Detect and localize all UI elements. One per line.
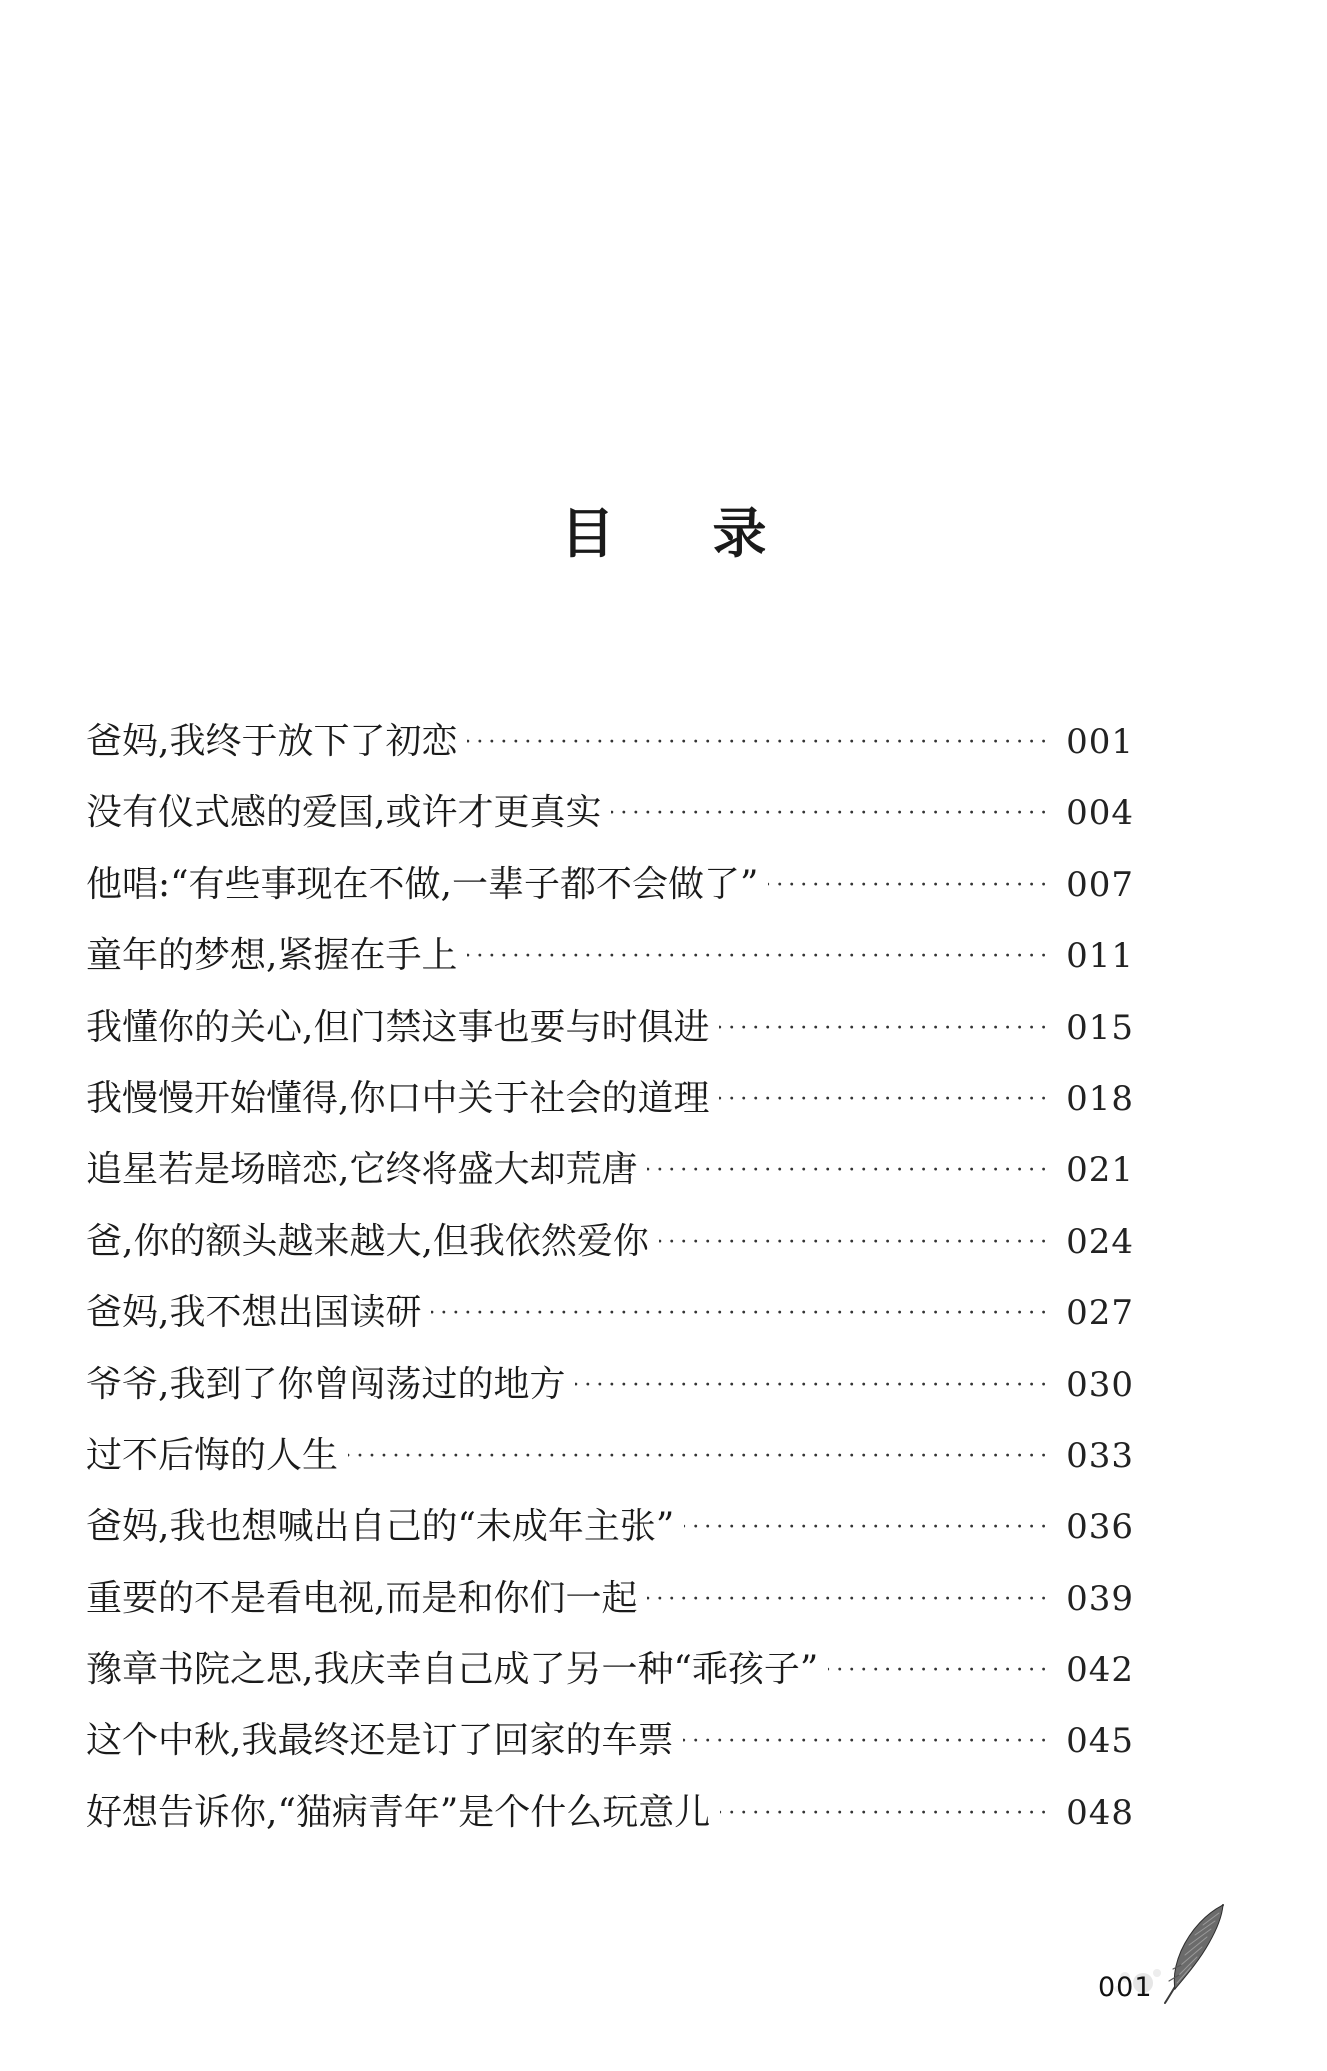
toc-entry-page: 039 — [1066, 1578, 1134, 1619]
toc-dot-leader — [828, 1635, 1052, 1706]
toc-entry[interactable] — [86, 706, 1134, 777]
toc-entry[interactable] — [86, 1563, 1134, 1634]
toc-dot-leader — [575, 1350, 1052, 1421]
toc-entry-title: 我慢慢开始懂得,你口中关于社会的道理 — [86, 1077, 710, 1119]
toc-entry[interactable] — [86, 1634, 1134, 1705]
toc-dot-leader — [683, 1706, 1052, 1777]
toc-entry[interactable] — [86, 777, 1134, 848]
toc-entry-page: 001 — [1066, 722, 1134, 762]
toc-entry-title: 爸妈,我不想出国读研 — [86, 1292, 422, 1334]
toc-entry-page: 045 — [1066, 1721, 1134, 1762]
toc-heading-char-2: 录 — [712, 502, 767, 566]
toc-entry-page: 036 — [1066, 1507, 1134, 1548]
toc-entry-page: 030 — [1066, 1364, 1134, 1405]
toc-entry[interactable] — [86, 1491, 1134, 1562]
toc-entry-page: 027 — [1066, 1293, 1134, 1334]
page-number: 001 — [1098, 1972, 1153, 2003]
toc-entry-title: 豫章书院之思,我庆幸自己成了另一种“乖孩子” — [86, 1649, 819, 1691]
toc-entry-page: 021 — [1066, 1150, 1134, 1191]
toc-entry-page: 042 — [1066, 1650, 1134, 1691]
toc-dot-leader — [647, 1135, 1052, 1206]
toc-entry[interactable] — [86, 1777, 1134, 1848]
toc-heading-char-1: 目 — [560, 502, 615, 566]
toc-dot-leader — [719, 993, 1052, 1064]
toc-entry-title: 他唱:“有些事现在不做,一辈子都不会做了” — [86, 863, 759, 905]
toc-entry-title: 重要的不是看电视,而是和你们一起 — [86, 1577, 638, 1619]
toc-dot-leader — [467, 707, 1052, 778]
toc-dot-leader — [659, 1207, 1052, 1278]
toc-entry[interactable] — [86, 1063, 1134, 1134]
toc-entry-title: 好想告诉你,“猫病青年”是个什么玩意儿 — [86, 1791, 711, 1833]
toc-entry[interactable] — [86, 1705, 1134, 1776]
toc-entry[interactable] — [86, 1206, 1134, 1277]
toc-entry-title: 我懂你的关心,但门禁这事也要与时俱进 — [86, 1006, 710, 1048]
toc-entry[interactable] — [86, 1349, 1134, 1420]
toc-entry-title: 爸,你的额头越来越大,但我依然爱你 — [86, 1220, 649, 1262]
toc-dot-leader — [719, 1064, 1052, 1135]
toc-dot-leader — [348, 1421, 1052, 1492]
toc-entry-page: 011 — [1066, 936, 1134, 977]
toc-entry[interactable] — [86, 1420, 1134, 1491]
toc-entry-title: 爸妈,我也想喊出自己的“未成年主张” — [86, 1506, 675, 1548]
toc-dot-leader — [431, 1278, 1052, 1349]
toc-dot-leader — [647, 1564, 1052, 1635]
toc-entry[interactable] — [86, 992, 1134, 1063]
toc-dot-leader — [611, 778, 1052, 849]
toc-entry-title: 爸妈,我终于放下了初恋 — [86, 721, 458, 762]
toc-entry-page: 033 — [1066, 1435, 1134, 1476]
toc-entry[interactable] — [86, 1277, 1134, 1348]
toc-entry-page: 007 — [1066, 864, 1134, 905]
toc-dot-leader — [720, 1778, 1052, 1849]
toc-entry-page: 015 — [1066, 1007, 1134, 1048]
toc-entry-title: 爷爷,我到了你曾闯荡过的地方 — [86, 1363, 566, 1405]
toc-entry-page: 004 — [1066, 793, 1134, 834]
toc-list — [86, 706, 1134, 1848]
toc-entry-page: 048 — [1066, 1792, 1134, 1833]
toc-entry[interactable] — [86, 920, 1134, 991]
toc-entry-page: 024 — [1066, 1221, 1134, 1262]
toc-entry-title: 童年的梦想,紧握在手上 — [86, 935, 458, 977]
toc-entry-title: 没有仪式感的爱国,或许才更真实 — [86, 792, 602, 834]
toc-entry[interactable] — [86, 1134, 1134, 1205]
toc-entry-title: 追星若是场暗恋,它终将盛大却荒唐 — [86, 1149, 638, 1191]
toc-entry[interactable] — [86, 849, 1134, 920]
toc-entry-title: 这个中秋,我最终还是订了回家的车票 — [86, 1720, 674, 1762]
toc-dot-leader — [467, 921, 1052, 992]
toc-entry-page: 018 — [1066, 1078, 1134, 1119]
toc-dot-leader — [768, 850, 1052, 921]
toc-entry-title: 过不后悔的人生 — [86, 1434, 339, 1476]
toc-heading — [0, 491, 1327, 568]
toc-dot-leader — [684, 1492, 1052, 1563]
